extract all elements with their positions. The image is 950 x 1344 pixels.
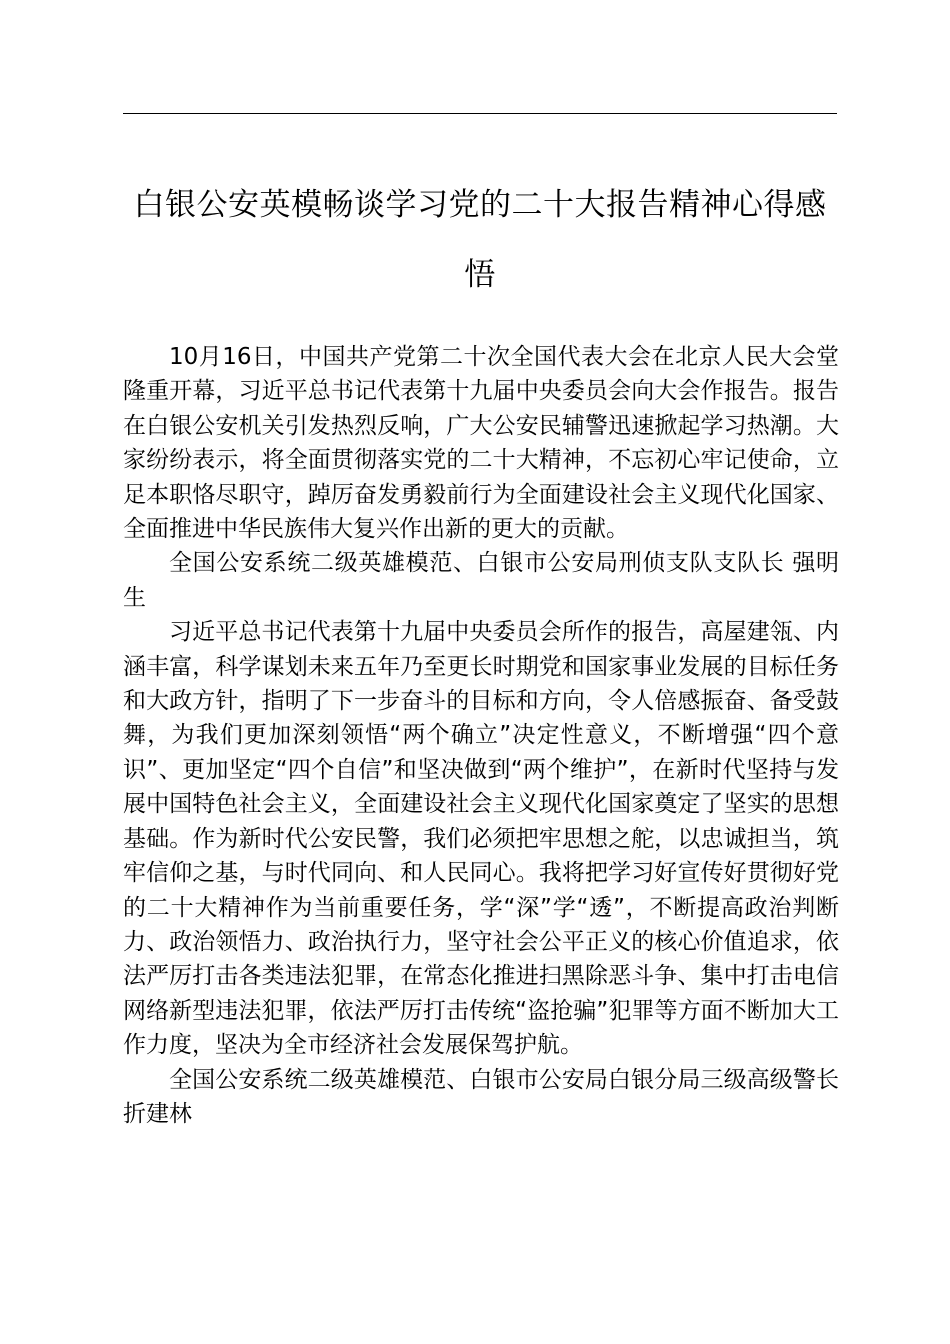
speaker-byline: 全国公安系统二级英雄模范、白银市公安局刑侦支队支队长 强明生	[123, 550, 839, 611]
document-title: 白银公安英模畅谈学习党的二十大报告精神心得感悟	[133, 187, 827, 293]
document-body	[123, 340, 839, 1131]
speaker-statement: 习近平总书记代表第十九届中央委员会所作的报告，高屋建瓴、内涵丰富，科学谋划未来五年乃至更长时期党和国家事业发展的目标任务和大政方针，指明了下一步奋斗的目标和方向，令人倍感振奋、备受鼓舞，为我们更加深刻领悟“两个确立”决定性意义，不断增强“四个意识”、更加坚定“四个自信”和坚决做到“两个维护”，在新时代坚持与发展中国特色社会主义，全面建设社会主义现代化国家奠定了坚实的思想基础。作为新时代公安民警，我们必须把牢思想之舵，以忠诚担当，筑牢信仰之基，与时代同向、和人民同心。我将把学习好宣传好贯彻好党的二十大精神作为当前重要任务，学“深”学“透”，不断提高政治判断力、政治领悟力、政治执行力，坚守社会公平正义的核心价值追求，依法严厉打击各类违法犯罪，在常态化推进扫黑除恶斗争、集中打击电信网络新型违法犯罪，依法严厉打击传统“盗抢骗”犯罪等方面不断加大工作力度，坚决为全市经济社会发展保驾护航。	[123, 619, 839, 1059]
header-rule	[123, 113, 837, 114]
intro-paragraph: 10月16日，中国共产党第二十次全国代表大会在北京人民大会堂隆重开幕，习近平总书记代表第十九届中央委员会向大会作报告。报告在白银公安机关引发热烈反响，广大公安民辅警迅速掀起学习热潮。大家纷纷表示，将全面贯彻落实党的二十大精神，不忘初心牢记使命，立足本职恪尽职守，踔厉奋发勇毅前行为全面建设社会主义现代化国家、全面推进中华民族伟大复兴作出新的更大的贡献。	[123, 344, 839, 543]
speaker-byline: 全国公安系统二级英雄模范、白银市公安局白银分局三级高级警长 折建林	[123, 1066, 839, 1127]
